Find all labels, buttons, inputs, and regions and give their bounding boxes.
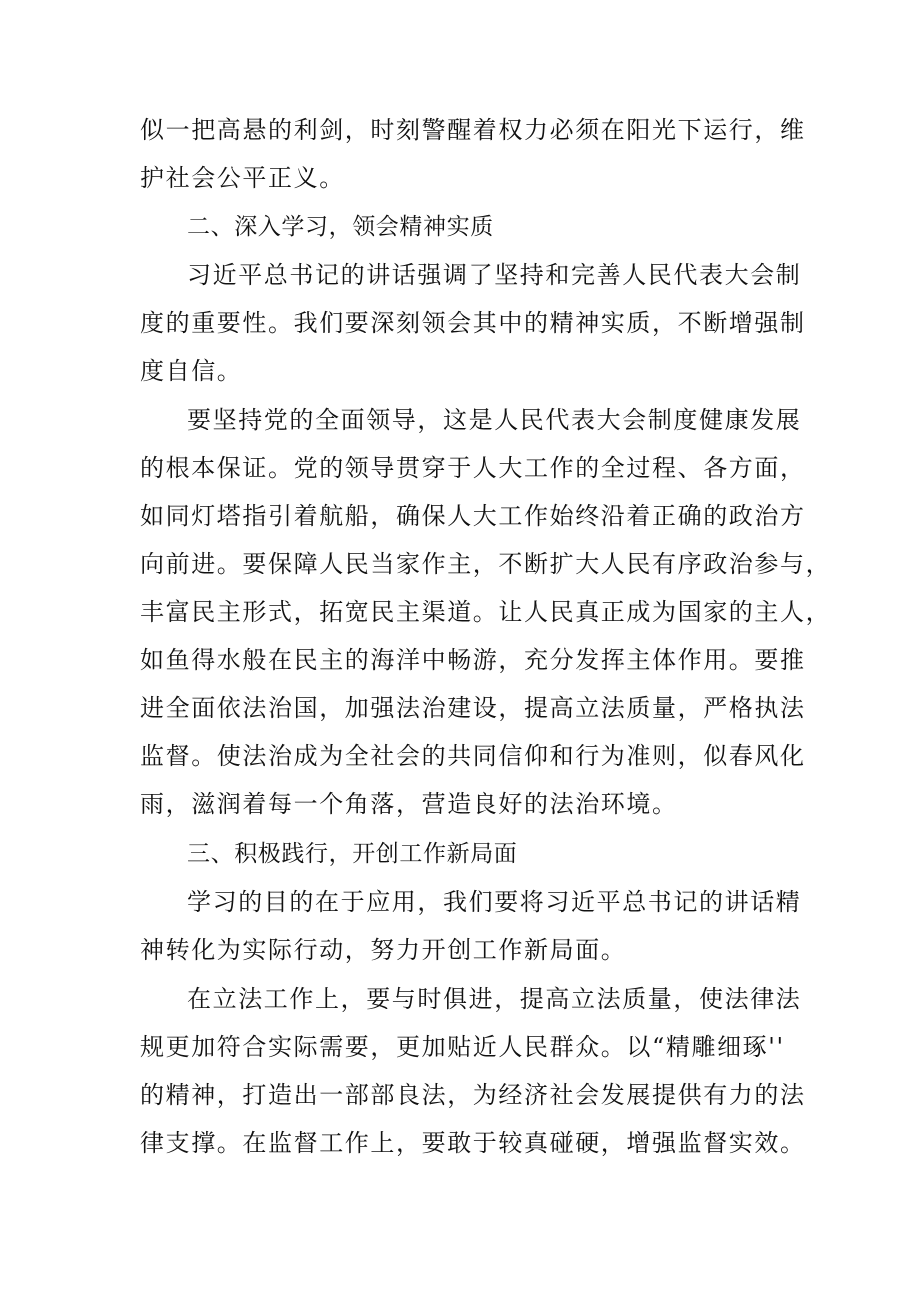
text-line: 度自信。 <box>140 357 243 385</box>
text-line: 似一把高悬的利剑，时刻警醒着权力必须在阳光下运行，维 <box>140 116 806 144</box>
text-line: 神转化为实际行动，努力开创工作新局面。 <box>140 936 627 964</box>
text-line: 进全面依法治国，加强法治建设，提高立法质量，严格执法 <box>140 694 806 722</box>
text-line: 在立法工作上，要与时俱进，提高立法质量，使法律法 <box>187 985 802 1013</box>
section-heading: 三、积极践行，开创工作新局面 <box>187 841 518 867</box>
text-line: 度的重要性。我们要深刻领会其中的精神实质，不断增强制 <box>140 309 806 337</box>
text-line: 学习的目的在于应用，我们要将习近平总书记的讲话精 <box>187 888 802 916</box>
text-line: 规更加符合实际需要，更加贴近人民群众。以“精雕细琢'' <box>140 1033 785 1061</box>
text-line: 如鱼得水般在民主的海洋中畅游，充分发挥主体作用。要推 <box>140 646 806 674</box>
section-heading: 二、深入学习，领会精神实质 <box>187 214 494 240</box>
text-line: 的根本保证。党的领导贯穿于人大工作的全过程、各方面， <box>140 454 806 482</box>
text-line: 律支撑。在监督工作上，要敢于较真碰硬，增强监督实效。 <box>140 1129 806 1157</box>
text-line: 要坚持党的全面领导，这是人民代表大会制度健康发展 <box>187 406 802 434</box>
text-line: 习近平总书记的讲话强调了坚持和完善人民代表大会制 <box>187 261 802 289</box>
text-line: 的精神，打造出一部部良法，为经济社会发展提供有力的法 <box>140 1081 806 1109</box>
text-line: 护社会公平正义。 <box>140 164 345 192</box>
text-line: 监督。使法治成为全社会的共同信仰和行为准则，似春风化 <box>140 742 806 770</box>
text-line: 如同灯塔指引着航船，确保人大工作始终沿着正确的政治方 <box>140 502 806 530</box>
text-line: 向前进。要保障人民当家作主，不断扩大人民有序政治参与， <box>140 550 832 578</box>
text-line: 丰富民主形式，拓宽民主渠道。让人民真正成为国家的主人， <box>140 598 832 626</box>
text-line: 雨，滋润着每一个角落，营造良好的法治环境。 <box>140 790 678 818</box>
